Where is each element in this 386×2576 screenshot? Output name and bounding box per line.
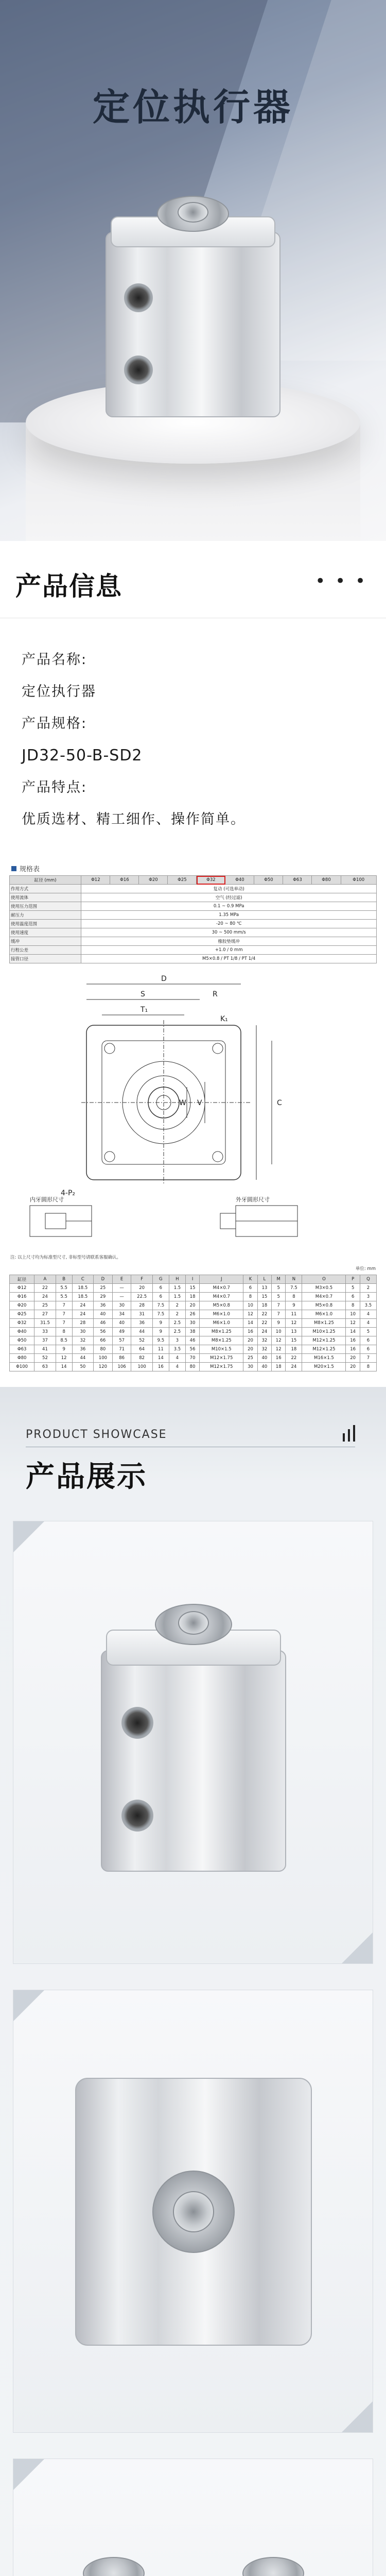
spec-sheet <box>9 861 377 1371</box>
dim-cell: Φ12 <box>10 1284 34 1293</box>
dim-cell: Φ20 <box>10 1301 34 1310</box>
dim-cell: 25 <box>94 1284 113 1293</box>
dim-row <box>10 1301 377 1310</box>
sheet-title-text: 规格表 <box>20 866 40 873</box>
dim-cell: 14 <box>152 1354 169 1363</box>
spec-label: 产品规格: <box>22 716 87 732</box>
dim-cell: 7.5 <box>286 1284 302 1293</box>
product-info <box>0 541 386 851</box>
dim-cell: M6×1.0 <box>200 1319 243 1328</box>
dim-cell: 40 <box>94 1310 113 1319</box>
dim-cell: 30 <box>243 1363 257 1371</box>
dim-cell: 106 <box>112 1363 131 1371</box>
dim-row <box>10 1284 377 1293</box>
cylinder-side-image <box>75 2078 312 2346</box>
dim-cell: 2 <box>360 1284 376 1293</box>
dim-cell: M8×1.25 <box>200 1328 243 1336</box>
dim-cell: 6 <box>152 1284 169 1293</box>
dimension-table <box>9 1275 377 1371</box>
spec-row <box>10 902 377 911</box>
spec-table <box>9 875 377 963</box>
dim-cell: M4×0.7 <box>200 1293 243 1301</box>
info-header <box>0 541 386 618</box>
dim-row <box>10 1345 377 1354</box>
spec-header-cell: Φ12 <box>81 876 110 885</box>
drawing-svg <box>9 963 377 1252</box>
dim-cell: 36 <box>131 1319 152 1328</box>
dim-cell: 80 <box>94 1345 113 1354</box>
dim-cell: 13 <box>286 1328 302 1336</box>
dim-cell: 44 <box>72 1354 93 1363</box>
spec-row <box>10 928 377 937</box>
dim-cell: 40 <box>257 1354 271 1363</box>
dim-cell: M4×0.7 <box>200 1284 243 1293</box>
dim-D: D <box>161 975 167 983</box>
dim-cell: 7.5 <box>152 1310 169 1319</box>
dim-header-cell: E <box>112 1275 131 1284</box>
dim-cell: Φ32 <box>10 1319 34 1328</box>
feature-value: 优质选材、精工细作、操作简单。 <box>22 811 245 827</box>
feature-label: 产品特点: <box>22 779 87 795</box>
dim-C: C <box>277 1099 282 1107</box>
spec-row-value: 30 ~ 500 mm/s <box>81 928 377 937</box>
dim-K1: K₁ <box>220 1015 228 1023</box>
dim-cell: 71 <box>112 1345 131 1354</box>
spec-row <box>10 937 377 946</box>
spec-row-label: 使用温度范围 <box>10 920 81 928</box>
spec-header-cell: Φ50 <box>254 876 283 885</box>
dim-cell: 11 <box>152 1345 169 1354</box>
hero-banner <box>0 0 386 541</box>
dim-header-cell: P <box>346 1275 360 1284</box>
dim-cell: Φ63 <box>10 1345 34 1354</box>
dim-S: S <box>141 990 145 998</box>
dim-cell: M4×0.7 <box>302 1293 346 1301</box>
dim-header-cell: J <box>200 1275 243 1284</box>
dim-cell: 16 <box>243 1328 257 1336</box>
sheet-title <box>9 861 377 875</box>
dim-cell: 6 <box>346 1293 360 1301</box>
dim-cell: M16×1.5 <box>302 1354 346 1363</box>
dim-row <box>10 1328 377 1336</box>
dim-cell: 4 <box>360 1319 376 1328</box>
dim-cell: 7 <box>360 1354 376 1363</box>
dim-P: 4-P₂ <box>61 1189 76 1197</box>
dim-cell: 14 <box>346 1328 360 1336</box>
dim-cell: 22 <box>257 1319 271 1328</box>
dim-cell: 4 <box>169 1354 185 1363</box>
dim-cell: 36 <box>72 1345 93 1354</box>
technical-drawing <box>9 963 377 1252</box>
dim-cell: 1.5 <box>169 1284 185 1293</box>
spec-row <box>10 920 377 928</box>
dim-cell: 30 <box>112 1301 131 1310</box>
dim-cell: 16 <box>346 1345 360 1354</box>
dim-cell: 18 <box>286 1345 302 1354</box>
dim-cell: M3×0.5 <box>302 1284 346 1293</box>
spec-header-cell: Φ40 <box>225 876 254 885</box>
dim-header-cell: L <box>257 1275 271 1284</box>
dim-cell: 12 <box>243 1310 257 1319</box>
outer-thread-label: 外牙圆形尺寸 <box>236 1196 270 1203</box>
showcase-header <box>0 1387 386 1521</box>
name-label: 产品名称: <box>22 652 87 668</box>
dim-cell: 7 <box>56 1301 72 1310</box>
dim-cell: 12 <box>286 1319 302 1328</box>
spec-row-label: 作用方式 <box>10 885 81 893</box>
dim-cell: 31.5 <box>34 1319 56 1328</box>
dim-cell: 3 <box>360 1293 376 1301</box>
dim-cell: 57 <box>112 1336 131 1345</box>
dim-cell: 16 <box>346 1336 360 1345</box>
spec-row <box>10 946 377 955</box>
dim-cell: 52 <box>34 1354 56 1363</box>
dim-cell: 2.5 <box>169 1328 185 1336</box>
bars-icon <box>343 1425 355 1442</box>
dim-cell: Φ25 <box>10 1310 34 1319</box>
spec-row-label: 缓冲 <box>10 937 81 946</box>
dim-cell: 100 <box>131 1363 152 1371</box>
square-icon <box>11 866 16 871</box>
dim-row <box>10 1319 377 1328</box>
dim-cell: 25 <box>243 1354 257 1363</box>
dim-cell: 24 <box>72 1310 93 1319</box>
dim-cell: 12 <box>56 1354 72 1363</box>
dim-cell: 120 <box>94 1363 113 1371</box>
dim-cell: Φ100 <box>10 1363 34 1371</box>
dim-cell: 18 <box>257 1301 271 1310</box>
dim-cell: 7.5 <box>152 1301 169 1310</box>
dim-cell: 9 <box>152 1328 169 1336</box>
spec-header-cell: Φ20 <box>139 876 168 885</box>
dim-cell: 7 <box>56 1310 72 1319</box>
dim-cell: 7 <box>272 1301 286 1310</box>
spec-row-label: 使用速度 <box>10 928 81 937</box>
spec-row <box>10 955 377 963</box>
dim-cell: 5 <box>360 1328 376 1336</box>
spec-row <box>10 911 377 920</box>
dim-cell: 86 <box>112 1354 131 1363</box>
spec-header-cell: Φ25 <box>168 876 197 885</box>
dim-cell: 6 <box>152 1293 169 1301</box>
spec-header-cell: 缸径 (mm) <box>10 876 81 885</box>
dim-header-cell: 缸径 <box>10 1275 34 1284</box>
spec-row-value: 复动 (可选单动) <box>81 885 377 893</box>
showcase-panel-3 <box>13 2459 373 2576</box>
dim-cell: 63 <box>34 1363 56 1371</box>
dim-cell: 28 <box>72 1319 93 1328</box>
dim-cell: 9.5 <box>152 1336 169 1345</box>
dim-cell: 6 <box>360 1345 376 1354</box>
dim-cell: 5 <box>272 1284 286 1293</box>
dim-cell: 25 <box>34 1301 56 1310</box>
dim-cell: 56 <box>94 1328 113 1336</box>
dim-cell: 5.5 <box>56 1293 72 1301</box>
dim-cell: 8.5 <box>56 1336 72 1345</box>
dim-cell: 4 <box>169 1363 185 1371</box>
dim-cell: 52 <box>131 1336 152 1345</box>
dim-cell: 8 <box>56 1328 72 1336</box>
dim-cell: M5×0.8 <box>200 1301 243 1310</box>
dim-cell: 33 <box>34 1328 56 1336</box>
dim-cell: 20 <box>346 1363 360 1371</box>
showcase-zh-title: 产品展示 <box>26 1460 147 1494</box>
dim-cell: 15 <box>185 1284 199 1293</box>
dim-row <box>10 1293 377 1301</box>
dim-header-cell: O <box>302 1275 346 1284</box>
dim-cell: 5 <box>346 1284 360 1293</box>
hero-cylinder-image <box>106 196 280 417</box>
dim-cell: 32 <box>257 1336 271 1345</box>
spec-row-value: 0.1 ~ 0.9 MPa <box>81 902 377 911</box>
spec-row <box>10 893 377 902</box>
dim-cell: 40 <box>112 1319 131 1328</box>
dim-cell: 28 <box>131 1301 152 1310</box>
dim-cell: 14 <box>56 1363 72 1371</box>
dim-cell: M8×1.25 <box>200 1336 243 1345</box>
dim-cell: M5×0.8 <box>302 1301 346 1310</box>
dim-cell: — <box>112 1293 131 1301</box>
dim-cell: 9 <box>56 1345 72 1354</box>
dim-header-cell: N <box>286 1275 302 1284</box>
dim-cell: 29 <box>94 1293 113 1301</box>
spec-header-cell: Φ16 <box>110 876 139 885</box>
dim-cell: 15 <box>257 1293 271 1301</box>
hero-title: 定位执行器 <box>92 86 293 129</box>
dim-header-cell: D <box>94 1275 113 1284</box>
spec-row-label: 行程公差 <box>10 946 81 955</box>
dim-cell: 2.5 <box>169 1319 185 1328</box>
dim-R: R <box>213 990 218 998</box>
spec-row-value: -20 ~ 80 ℃ <box>81 920 377 928</box>
dim-cell: M10×1.25 <box>302 1328 346 1336</box>
showcase-panel-1 <box>13 1521 373 1964</box>
dim-cell: 12 <box>272 1345 286 1354</box>
dim-cell: 10 <box>272 1328 286 1336</box>
spec-row-value: +1.0 / 0 mm <box>81 946 377 955</box>
dim-cell: 9 <box>272 1319 286 1328</box>
dim-cell: 34 <box>112 1310 131 1319</box>
dim-cell: 22 <box>257 1310 271 1319</box>
spec-header-cell: Φ63 <box>283 876 312 885</box>
name-value: 定位执行器 <box>22 684 96 700</box>
dim-cell: 2 <box>169 1310 185 1319</box>
dim-cell: 56 <box>185 1345 199 1354</box>
dim-header-cell: M <box>272 1275 286 1284</box>
dim-cell: 82 <box>131 1354 152 1363</box>
spec-header-cell: Φ32 <box>197 876 225 885</box>
spec-row-label: 使用压力范围 <box>10 902 81 911</box>
dim-cell: 24 <box>34 1293 56 1301</box>
dim-cell: 5 <box>272 1293 286 1301</box>
dim-cell: Φ80 <box>10 1354 34 1363</box>
spec-row-value: 1.35 MPa <box>81 911 377 920</box>
showcase-en-title: PRODUCT SHOWCASE <box>26 1428 167 1441</box>
showcase-panel-2 <box>13 1990 373 2433</box>
dim-row <box>10 1336 377 1345</box>
dim-header-cell: H <box>169 1275 185 1284</box>
dim-cell: 66 <box>94 1336 113 1345</box>
dim-cell: 6 <box>243 1284 257 1293</box>
dim-header-cell: C <box>72 1275 93 1284</box>
dim-cell: 20 <box>243 1345 257 1354</box>
spec-value: JD32-50-B-SD2 <box>22 747 143 765</box>
dim-cell: 12 <box>346 1319 360 1328</box>
dim-cell: 20 <box>131 1284 152 1293</box>
cylinder-pair-left-image <box>44 2557 183 2576</box>
dim-cell: M6×1.0 <box>200 1310 243 1319</box>
dim-cell: 20 <box>243 1336 257 1345</box>
dim-cell: 31 <box>131 1310 152 1319</box>
dim-cell: Φ16 <box>10 1293 34 1301</box>
dim-header-cell: B <box>56 1275 72 1284</box>
dim-cell: M6×1.0 <box>302 1310 346 1319</box>
info-list <box>0 618 386 851</box>
dim-cell: 18.5 <box>72 1293 93 1301</box>
info-title: 产品信息 <box>15 571 122 601</box>
dim-cell: 3.5 <box>360 1301 376 1310</box>
dim-cell: 100 <box>94 1354 113 1363</box>
inner-thread-label: 内牙圆形尺寸 <box>30 1196 64 1203</box>
dim-cell: 18 <box>185 1293 199 1301</box>
dim-header-cell: Q <box>360 1275 376 1284</box>
cylinder-pair-right-image <box>204 2557 343 2576</box>
dim-cell: 6 <box>360 1336 376 1345</box>
spec-row-label: 使用流体 <box>10 893 81 902</box>
dim-cell: M20×1.5 <box>302 1363 346 1371</box>
dim-cell: 9 <box>152 1319 169 1328</box>
spec-row-label: 耐压力 <box>10 911 81 920</box>
spec-row-value: 橡胶垫缓冲 <box>81 937 377 946</box>
dim-row <box>10 1310 377 1319</box>
dim-cell: Φ40 <box>10 1328 34 1336</box>
dim-cell: 16 <box>272 1354 286 1363</box>
dim-cell: 22.5 <box>131 1293 152 1301</box>
dim-cell: 3.5 <box>169 1345 185 1354</box>
dim-cell: 30 <box>72 1328 93 1336</box>
dim-V: V <box>197 1099 202 1107</box>
dim-cell: 32 <box>257 1345 271 1354</box>
dim-cell: M8×1.25 <box>302 1319 346 1328</box>
dim-cell: 20 <box>346 1354 360 1363</box>
dim-cell: 24 <box>257 1328 271 1336</box>
dim-cell: 44 <box>131 1328 152 1336</box>
unit-note: 单位: mm <box>355 1266 376 1272</box>
spec-row <box>10 885 377 893</box>
dim-cell: 40 <box>257 1363 271 1371</box>
dim-cell: 46 <box>185 1336 199 1345</box>
cylinder-front-image <box>101 1604 286 1872</box>
dim-cell: 24 <box>286 1363 302 1371</box>
dim-T1: T₁ <box>141 1006 148 1014</box>
dim-cell: M10×1.5 <box>200 1345 243 1354</box>
dim-header-cell: K <box>243 1275 257 1284</box>
dim-cell: 7 <box>272 1310 286 1319</box>
dim-cell: 70 <box>185 1354 199 1363</box>
dim-cell: 4 <box>360 1310 376 1319</box>
dim-cell: 27 <box>34 1310 56 1319</box>
more-icon[interactable]: • • • <box>315 571 367 591</box>
dim-cell: M12×1.75 <box>200 1363 243 1371</box>
dim-cell: 18 <box>272 1363 286 1371</box>
spec-header-cell: Φ100 <box>341 876 377 885</box>
dim-cell: 49 <box>112 1328 131 1336</box>
dim-cell: M12×1.25 <box>302 1336 346 1345</box>
product-showcase <box>0 1387 386 2576</box>
dim-row <box>10 1363 377 1371</box>
dim-cell: 8 <box>243 1293 257 1301</box>
dim-cell: 41 <box>34 1345 56 1354</box>
dim-cell: 80 <box>185 1363 199 1371</box>
dim-cell: M12×1.25 <box>302 1345 346 1354</box>
dim-cell: 12 <box>272 1336 286 1345</box>
dim-cell: 10 <box>243 1301 257 1310</box>
dim-cell: 2 <box>169 1301 185 1310</box>
dim-cell: 22 <box>286 1354 302 1363</box>
dim-header-cell: G <box>152 1275 169 1284</box>
dim-cell: 7 <box>56 1319 72 1328</box>
dim-cell: 22 <box>34 1284 56 1293</box>
dim-cell: 9 <box>286 1301 302 1310</box>
dim-cell: 10 <box>346 1310 360 1319</box>
dim-cell: 20 <box>185 1301 199 1310</box>
dim-row <box>10 1354 377 1363</box>
dim-cell: 64 <box>131 1345 152 1354</box>
dim-cell: M12×1.75 <box>200 1354 243 1363</box>
spec-row-label: 接管口径 <box>10 955 81 963</box>
dim-cell: 36 <box>94 1301 113 1310</box>
dim-cell: 5.5 <box>56 1284 72 1293</box>
dim-cell: 18.5 <box>72 1284 93 1293</box>
dim-cell: 8 <box>286 1293 302 1301</box>
dim-cell: 32 <box>72 1336 93 1345</box>
dim-cell: 46 <box>94 1319 113 1328</box>
dim-cell: 13 <box>257 1284 271 1293</box>
spec-row-value: 空气 (经过滤) <box>81 893 377 902</box>
dim-cell: 3 <box>169 1336 185 1345</box>
dim-cell: 1.5 <box>169 1293 185 1301</box>
dim-cell: 8 <box>360 1363 376 1371</box>
dim-cell: — <box>112 1284 131 1293</box>
dim-cell: 24 <box>72 1301 93 1310</box>
spec-row-value: M5×0.8 / PT 1/8 / PT 1/4 <box>81 955 377 963</box>
dim-cell: 26 <box>185 1310 199 1319</box>
spec-header-cell: Φ80 <box>312 876 341 885</box>
dim-cell: 38 <box>185 1328 199 1336</box>
dim-cell: 16 <box>152 1363 169 1371</box>
dim-cell: 11 <box>286 1310 302 1319</box>
dim-header-cell: A <box>34 1275 56 1284</box>
dim-cell: 8 <box>346 1301 360 1310</box>
dim-header-cell: I <box>185 1275 199 1284</box>
dim-cell: 50 <box>72 1363 93 1371</box>
spec-note: 注: 以上尺寸均为标准型尺寸, 非标型号请联系客服确认。 <box>10 1255 121 1260</box>
dim-cell: 14 <box>243 1319 257 1328</box>
dim-cell: 37 <box>34 1336 56 1345</box>
dim-cell: 30 <box>185 1319 199 1328</box>
dim-header-cell: F <box>131 1275 152 1284</box>
dim-W: W <box>179 1099 186 1107</box>
dim-cell: 15 <box>286 1336 302 1345</box>
dim-cell: Φ50 <box>10 1336 34 1345</box>
